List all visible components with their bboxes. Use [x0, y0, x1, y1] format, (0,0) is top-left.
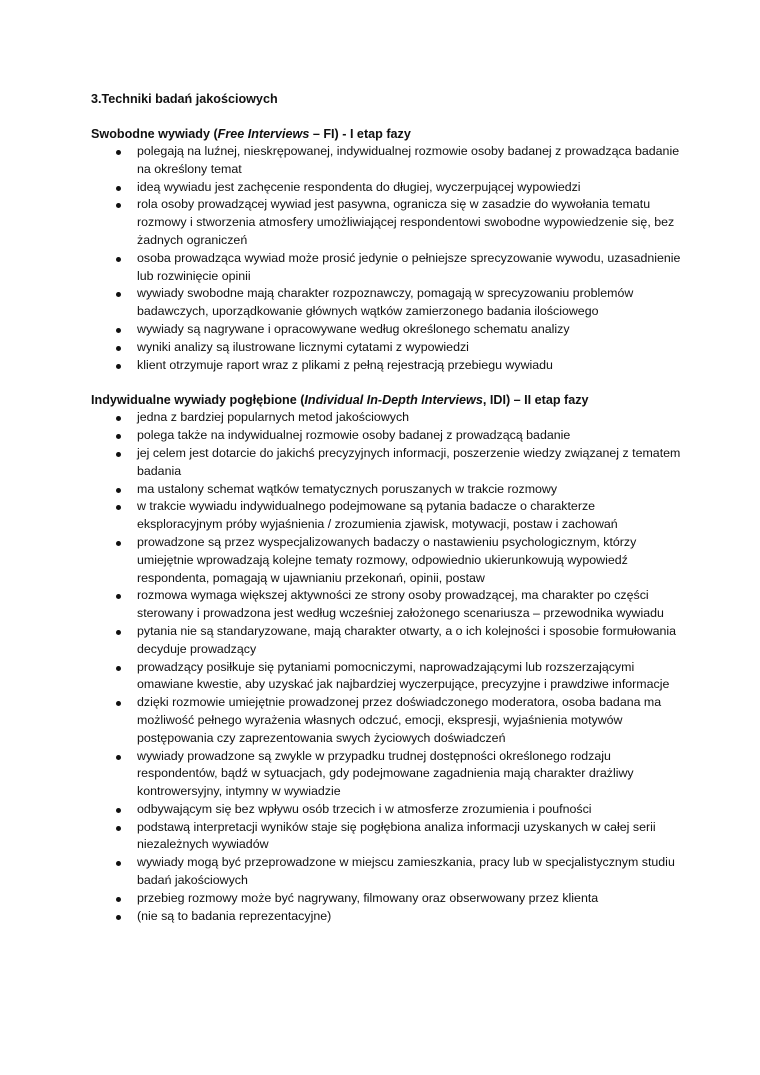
list-item: podstawą interpretacji wyników staje się pogłębiona analiza informacji uzyskanych w całej serii niezależnych wywiadów	[91, 819, 681, 855]
page-title: 3.Techniki badań jakościowych	[91, 92, 278, 106]
list-item: rola osoby prowadzącej wywiad jest pasywna, ogranicza się w zasadzie do wywołania tematu rozmowy i stworzenia atmosfery umożliwiającej respondentowi swobodne wypowiedzenie się, bez żadnych ograniczeń	[91, 196, 681, 249]
list-item: pytania nie są standaryzowane, mają charakter otwarty, a o ich kolejności i sposobie formułowania decyduje prowadzący	[91, 623, 681, 659]
bullet-list-free-interviews	[91, 143, 681, 374]
section-heading-in-depth-interviews	[91, 391, 681, 409]
list-item: dzięki rozmowie umiejętnie prowadzonej przez doświadczonego moderatora, osoba badana ma możliwość pełnego wyrażenia własnych odczuć, emocji, ekspresji, wyjaśnienia motywów postępowania czy zaprezentowania swych życiowych doświadczeń	[91, 694, 681, 747]
list-item: polegają na luźnej, nieskrępowanej, indywidualnej rozmowie osoby badanej z prowadząca badanie na określony temat	[91, 143, 681, 179]
list-item: ma ustalony schemat wątków tematycznych poruszanych w trakcie rozmowy	[91, 481, 681, 499]
section-heading-text: – FI) - I etap fazy	[309, 127, 411, 141]
list-item: ideą wywiadu jest zachęcenie respondenta do długiej, wyczerpującej wypowiedzi	[91, 179, 681, 197]
section-heading-italic: Free Interviews	[217, 127, 310, 141]
list-item: w trakcie wywiadu indywidualnego podejmowane są pytania badacze o charakterze eksploracyjnym próby wyjaśnienia / zrozumienia zjawisk, motywacji, postaw i zachowań	[91, 498, 681, 534]
list-item: wywiady prowadzone są zwykle w przypadku trudnej dostępności określonego rodzaju respondentów, bądź w sytuacjach, gdy podejmowane zagadnienia mają charakter drażliwy kontrowersyjny, intymny w wywiadzie	[91, 748, 681, 801]
list-item: jedna z bardziej popularnych metod jakościowych	[91, 409, 681, 427]
section-heading-text: Indywidualne wywiady pogłębione (	[91, 393, 305, 408]
list-item: prowadzone są przez wyspecjalizowanych badaczy o nastawieniu psychologicznym, którzy umiejętnie wprowadzają kolejne tematy rozmowy, odpowiednio ukierunkowują wypowiedź respondenta, pomagają w ujawnianiu przekonań, opinii, postaw	[91, 534, 681, 587]
list-item: polega także na indywidualnej rozmowie osoby badanej z prowadzącą badanie	[91, 427, 681, 445]
list-item: (nie są to badania reprezentacyjne)	[91, 908, 681, 926]
list-item: odbywającym się bez wpływu osób trzecich i w atmosferze zrozumienia i poufności	[91, 801, 681, 819]
list-item: wywiady swobodne mają charakter rozpoznawczy, pomagają w sprecyzowaniu problemów badawczych, uporządkowanie głównych wątków zamierzonego badania ilościowego	[91, 285, 681, 321]
section-heading-text: Swobodne wywiady (	[91, 127, 218, 141]
list-item: przebieg rozmowy może być nagrywany, filmowany oraz obserwowany przez klienta	[91, 890, 681, 908]
section-heading-text: , IDI) – II etap fazy	[482, 393, 589, 408]
document-content	[91, 90, 681, 942]
list-item: osoba prowadząca wywiad może prosić jedynie o pełniejsze sprecyzowanie wywodu, uzasadnienie lub rozwinięcie opinii	[91, 250, 681, 286]
section-heading-italic: Individual In-Depth Interviews	[304, 393, 483, 408]
list-item: rozmowa wymaga większej aktywności ze strony osoby prowadzącej, ma charakter po części sterowany i prowadzona jest według wcześniej założonego scenariusza – przewodnika wywiadu	[91, 587, 681, 623]
list-item: wywiady mogą być przeprowadzone w miejscu zamieszkania, pracy lub w specjalistycznym studiu badań jakościowych	[91, 854, 681, 890]
list-item: klient otrzymuje raport wraz z plikami z pełną rejestracją przebiegu wywiadu	[91, 357, 681, 375]
section-heading-free-interviews	[91, 125, 681, 143]
list-item: wywiady są nagrywane i opracowywane według określonego schematu analizy	[91, 321, 681, 339]
bullet-list-in-depth-interviews	[91, 409, 681, 925]
list-item: jej celem jest dotarcie do jakichś precyzyjnych informacji, poszerzenie wiedzy związanej z tematem badania	[91, 445, 681, 481]
list-item: prowadzący posiłkuje się pytaniami pomocniczymi, naprowadzającymi lub rozszerzającymi omawiane kwestie, aby uzyskać jak najbardziej wyczerpujące, precyzyjne i prawdziwe informacje	[91, 659, 681, 695]
list-item: wyniki analizy są ilustrowane licznymi cytatami z wypowiedzi	[91, 339, 681, 357]
